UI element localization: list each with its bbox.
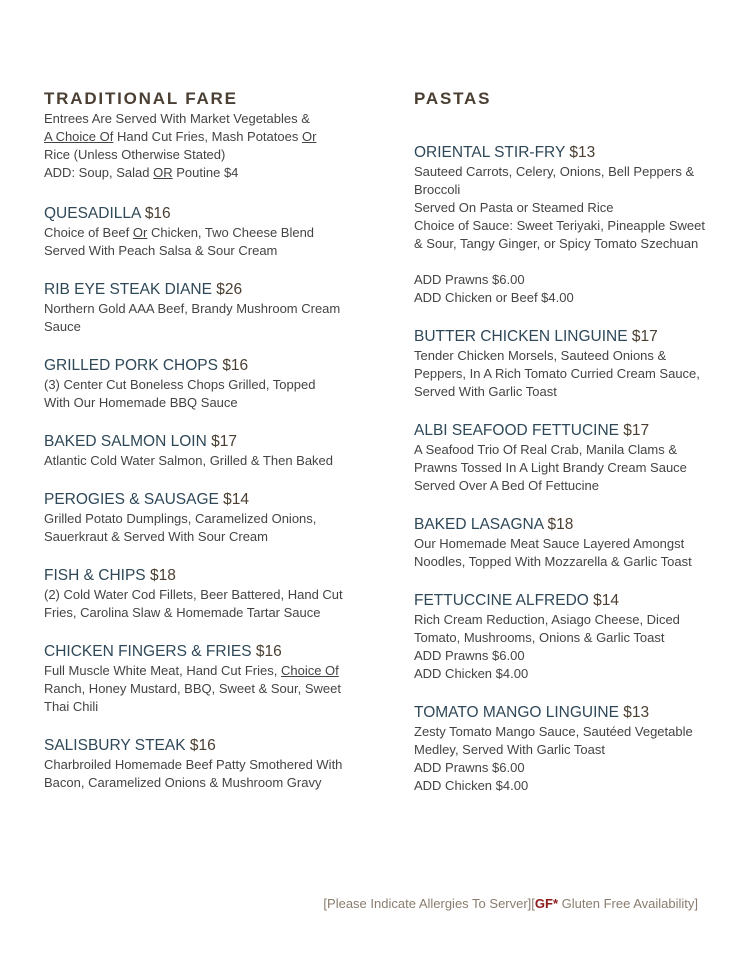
item-description: Served On Pasta or Steamed Rice bbox=[414, 200, 614, 215]
allergy-footer-note bbox=[320, 895, 698, 913]
item-addon: ADD Chicken $4.00 bbox=[414, 666, 529, 681]
item-description: Zesty Tomato Mango Sauce, Sautéed Vegetable Medley, Served With Garlic Toast bbox=[414, 724, 693, 757]
footer-allergy-text: [Please Indicate Allergies To Server][ bbox=[323, 896, 535, 911]
item-description: A Seafood Trio Of Real Crab, Manila Clams & Prawns Tossed In A Light Brandy Cream Sauce Served Over A Bed Of Fettucine bbox=[414, 442, 687, 493]
menu-item-fish-chips bbox=[44, 566, 344, 622]
item-name: BAKED SALMON LOIN bbox=[44, 433, 207, 450]
item-description: Sauteed Carrots, Celery, Onions, Bell Peppers & Broccoli bbox=[414, 164, 695, 197]
intro-line: Rice (Unless Otherwise Stated) bbox=[44, 147, 226, 162]
item-price: $16 bbox=[189, 737, 216, 754]
item-addon: ADD Chicken $4.00 bbox=[414, 778, 529, 793]
item-price: $16 bbox=[222, 357, 249, 374]
item-description: Atlantic Cold Water Salmon, Grilled & Then Baked bbox=[44, 453, 334, 468]
menu-item-salisbury-steak bbox=[44, 736, 344, 792]
item-description: (2) Cold Water Cod Fillets, Beer Battered, Hand Cut Fries, Carolina Slaw & Homemade Tartar Sauce bbox=[44, 587, 343, 620]
menu-item-fettuccine-alfredo bbox=[414, 591, 714, 683]
item-addon: ADD Prawns $6.00 bbox=[414, 760, 525, 775]
menu-item-perogies-sausage bbox=[44, 490, 344, 546]
item-price: $14 bbox=[593, 592, 620, 609]
item-name: ORIENTAL STIR-FRY bbox=[414, 144, 566, 161]
item-name: QUESADILLA bbox=[44, 205, 141, 222]
item-description: Charbroiled Homemade Beef Patty Smothered With Bacon, Caramelized Onions & Mushroom Gravy bbox=[44, 757, 343, 790]
item-price: $16 bbox=[255, 643, 282, 660]
item-name: BAKED LASAGNA bbox=[414, 516, 544, 533]
intro-line: Hand Cut Fries, Mash Potatoes bbox=[113, 129, 302, 144]
item-addon: ADD Prawns $6.00 bbox=[414, 648, 525, 663]
menu-item-baked-lasagna bbox=[414, 515, 714, 571]
item-price: $18 bbox=[547, 516, 574, 533]
item-description: Rich Cream Reduction, Asiago Cheese, Diced Tomato, Mushrooms, Onions & Garlic Toast bbox=[414, 612, 680, 645]
item-description: Northern Gold AAA Beef, Brandy Mushroom Cream Sauce bbox=[44, 301, 341, 334]
item-description: Full Muscle White Meat, Hand Cut Fries, Choice Of Ranch, Honey Mustard, BBQ, Sweet & Sour, Sweet Thai Chili bbox=[44, 663, 341, 714]
item-description: Choice of Sauce: Sweet Teriyaki, Pineapple Sweet & Sour, Tangy Ginger, or Spicy Tomato Szechuan bbox=[414, 218, 705, 251]
item-name: SALISBURY STEAK bbox=[44, 737, 190, 754]
gluten-free-marker: GF* bbox=[534, 896, 559, 911]
item-description: Choice of Beef Or Chicken, Two Cheese Blend Served With Peach Salsa & Sour Cream bbox=[44, 225, 315, 258]
intro-choice-of: A Choice Of bbox=[44, 129, 114, 144]
pastas-column bbox=[414, 88, 714, 795]
intro-add-line: Poutine $4 bbox=[172, 165, 239, 180]
section-title-pastas: PASTAS bbox=[414, 89, 492, 108]
menu-item-rib-eye-steak-diane bbox=[44, 280, 344, 336]
footer-gf-text: Gluten Free Availability] bbox=[558, 896, 698, 911]
intro-or: Or bbox=[301, 129, 317, 144]
section-title-traditional-fare: TRADITIONAL FARE bbox=[44, 89, 238, 108]
item-price: $17 bbox=[211, 433, 237, 450]
item-description: Tender Chicken Morsels, Sauteed Onions & Peppers, In A Rich Tomato Curried Cream Sauce, Served With Garlic Toast bbox=[414, 348, 700, 399]
item-price: $26 bbox=[216, 281, 243, 298]
item-name: FISH & CHIPS bbox=[44, 567, 146, 584]
item-description: Our Homemade Meat Sauce Layered Amongst Noodles, Topped With Mozzarella & Garlic Toast bbox=[414, 536, 692, 569]
traditional-fare-column bbox=[44, 88, 344, 792]
entrees-intro bbox=[44, 110, 344, 182]
item-name: TOMATO MANGO LINGUINE bbox=[414, 704, 619, 721]
item-price: $18 bbox=[149, 567, 176, 584]
item-description: (3) Center Cut Boneless Chops Grilled, Topped With Our Homemade BBQ Sauce bbox=[44, 377, 316, 410]
item-price: $17 bbox=[623, 422, 650, 439]
intro-line: Entrees Are Served With Market Vegetables & bbox=[44, 111, 310, 126]
item-name: PEROGIES & SAUSAGE bbox=[44, 491, 219, 508]
menu-item-baked-salmon-loin bbox=[44, 432, 344, 470]
item-price: $13 bbox=[569, 144, 596, 161]
item-name: GRILLED PORK CHOPS bbox=[44, 357, 218, 374]
menu-item-albi-seafood-fettucine bbox=[414, 421, 714, 495]
item-description: Grilled Potato Dumplings, Caramelized Onions, Sauerkraut & Served With Sour Cream bbox=[44, 511, 317, 544]
item-name: CHICKEN FINGERS & FRIES bbox=[44, 643, 252, 660]
menu-item-grilled-pork-chops bbox=[44, 356, 344, 412]
item-price: $14 bbox=[223, 491, 250, 508]
item-name: BUTTER CHICKEN LINGUINE bbox=[414, 328, 628, 345]
menu-item-oriental-stir-fry bbox=[414, 143, 714, 307]
item-price: $17 bbox=[631, 328, 658, 345]
item-name: FETTUCCINE ALFREDO bbox=[414, 592, 589, 609]
item-addon: ADD Prawns $6.00 bbox=[414, 272, 525, 287]
item-name: RIB EYE STEAK DIANE bbox=[44, 281, 212, 298]
menu-item-tomato-mango-linguine bbox=[414, 703, 714, 795]
item-price: $16 bbox=[144, 205, 171, 222]
menu-item-chicken-fingers-fries bbox=[44, 642, 344, 716]
menu-item-quesadilla bbox=[44, 204, 344, 260]
item-price: $13 bbox=[623, 704, 650, 721]
intro-add-line: ADD: Soup, Salad bbox=[44, 165, 154, 180]
item-addon: ADD Chicken or Beef $4.00 bbox=[414, 290, 574, 305]
item-name: ALBI SEAFOOD FETTUCINE bbox=[414, 422, 624, 439]
menu-item-butter-chicken-linguine bbox=[414, 327, 714, 401]
intro-or: OR bbox=[153, 165, 173, 180]
